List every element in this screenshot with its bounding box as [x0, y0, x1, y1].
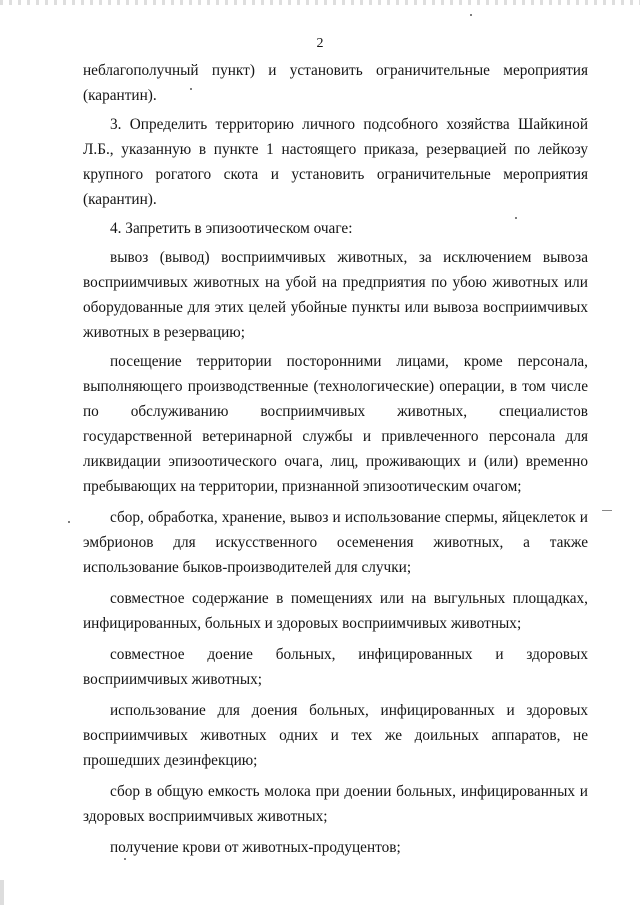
paragraph-item-3: 3. Определить территорию личного подсобного хозяйства Шайкиной Л.Б., указанную в пункте 1 настоящего приказа, резервацией по лейкозу крупного рогатого скота и установить ограничительные мероприятия (карантин).	[83, 116, 588, 208]
prohibition-semen-embryos: сбор, обработка, хранение, вывоз и использование спермы, яйцеклеток и эмбрионов для искусственного осеменения животных, а также использование быков-производителей для случки;	[83, 509, 588, 576]
prohibition-export-animals: вывоз (вывод) восприимчивых животных, за исключением вывоза восприимчивых животных на убой на предприятия по убою животных или оборудованные для этих целей убойные пункты или вывоза восприимчивых животных в резервацию;	[83, 249, 588, 341]
paragraph-item-4-heading: 4. Запретить в эпизоотическом очаге:	[110, 220, 353, 237]
scan-speck	[124, 858, 126, 860]
scan-edge-artifact	[0, 0, 640, 5]
scan-speck	[470, 14, 472, 16]
prohibition-joint-keeping: совместное содержание в помещениях или на выгульных площадках, инфицированных, больных и здоровых восприимчивых животных;	[83, 590, 588, 632]
scan-edge-artifact	[0, 880, 4, 905]
scan-speck	[515, 217, 517, 219]
scan-speck	[190, 88, 192, 90]
scan-margin-mark	[602, 510, 612, 511]
prohibition-common-milk-container: сбор в общую емкость молока при доении больных, инфицированных и здоровых восприимчивых животных;	[83, 783, 588, 825]
prohibition-blood-collection: получение крови от животных-продуцентов;	[110, 839, 401, 856]
prohibition-shared-milking-machines: использование для доения больных, инфицированных и здоровых восприимчивых животных одних и тех же доильных аппаратов, не прошедших дезинфекцию;	[83, 702, 588, 769]
document-body	[83, 58, 588, 864]
page-number: 2	[316, 36, 324, 51]
prohibition-joint-milking: совместное доение больных, инфицированных и здоровых восприимчивых животных;	[83, 646, 588, 688]
paragraph-continuation: неблагополучный пункт) и установить ограничительные мероприятия (карантин).	[83, 62, 588, 104]
scan-speck	[68, 521, 70, 523]
prohibition-visits: посещение территории посторонними лицами, кроме персонала, выполняющего производственные (технологические) операции, в том числе по обслуживанию восприимчивых животных, специалистов государственной ветеринарной службы и привлеченного персонала для ликвидации эпизоотического очага, лиц, проживающих и (или) временно пребывающих на территории, признанной эпизоотическим очагом;	[83, 353, 588, 495]
